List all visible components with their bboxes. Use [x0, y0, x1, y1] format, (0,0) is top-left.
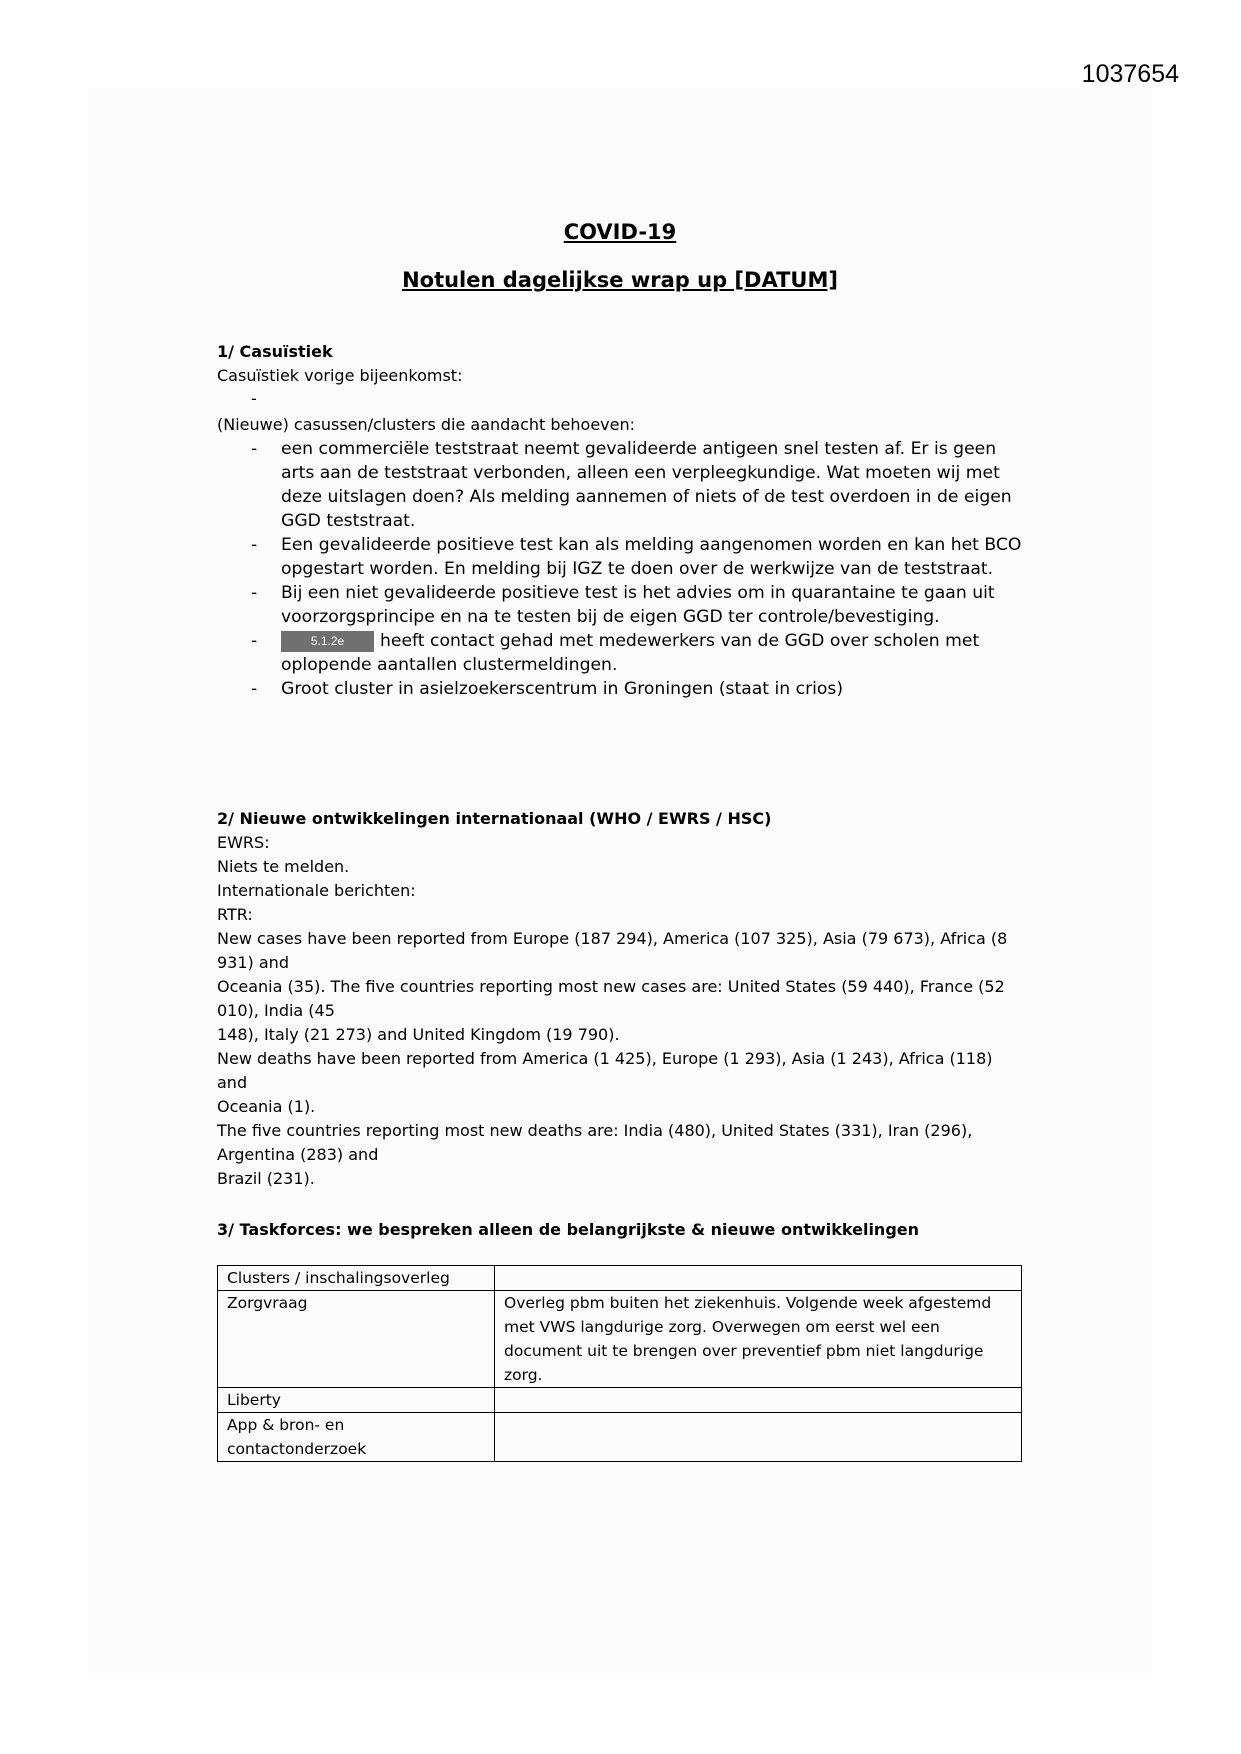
text-line: 931) and [217, 953, 289, 972]
text-line: The five countries reporting most new deaths are: India (480), United States (331), Iran (296), [217, 1121, 973, 1140]
new-cases-label: (Nieuwe) casussen/clusters die aandacht behoeven: [217, 415, 636, 434]
table-cell-label: Zorgvraag [218, 1291, 495, 1388]
case-list [217, 437, 1023, 701]
text-line: Niets te melden. [217, 857, 350, 876]
section-casuistiek [217, 340, 1023, 701]
taskforce-table [217, 1265, 1022, 1462]
list-item [217, 437, 1023, 533]
list-bullet: - [251, 631, 258, 651]
table-row [218, 1413, 1022, 1462]
text-line: Brazil (231). [217, 1169, 315, 1188]
text-line: RTR: [217, 905, 253, 924]
list-item [217, 677, 1023, 701]
list-bullet: - [251, 439, 258, 459]
list-bullet: - [251, 679, 258, 699]
list-item-text: een commerciële teststraat neemt gevalideerde antigeen snel testen af. Er is geen arts aan de teststraat verbonden, alleen een verpleegkundige. Wat moeten wij met deze uitslagen doen? Als melding aannemen of niets of de test overdoen in de eigen GGD teststraat. [281, 439, 1012, 531]
text-line: Internationale berichten: [217, 881, 416, 900]
table-row [218, 1291, 1022, 1388]
list-item-text: Bij een niet gevalideerde positieve test is het advies om in quarantaine te gaan uit voorzorgsprincipe en na te testen bij de eigen GGD ter controle/bevestiging. [281, 583, 995, 627]
table-row [218, 1266, 1022, 1291]
table-cell-label: App & bron- en contactonderzoek [218, 1413, 495, 1462]
section-taskforces [217, 1218, 1023, 1242]
list-bullet: - [251, 583, 258, 603]
previous-meeting-label: Casuïstiek vorige bijeenkomst: [217, 366, 463, 385]
section-heading: 1/ Casuïstiek [217, 342, 333, 361]
list-bullet: - [251, 535, 258, 555]
list-item-text: Een gevalideerde positieve test kan als melding aangenomen worden en kan het BCO opgestart worden. En melding bij IGZ te doen over de werkwijze van de teststraat. [281, 535, 1022, 579]
table-cell-value [495, 1266, 1022, 1291]
table-cell-value [495, 1413, 1022, 1462]
empty-list-item: - [251, 389, 257, 408]
text-line: Oceania (35). The five countries reporting most new cases are: United States (59 440), France (52 [217, 977, 1005, 996]
list-item [217, 533, 1023, 581]
table-cell-value: Overleg pbm buiten het ziekenhuis. Volgende week afgestemd met VWS langdurige zorg. Overwegen om eerst wel een document uit te brengen over preventief pbm niet langdurige zorg. [495, 1291, 1022, 1388]
table-cell-value [495, 1388, 1022, 1413]
list-item [217, 581, 1023, 629]
table-cell-label: Clusters / inschalingsoverleg [218, 1266, 495, 1291]
document-subtitle: Notulen dagelijkse wrap up [DATUM] [402, 268, 838, 292]
text-line: Oceania (1). [217, 1097, 316, 1116]
section-international [217, 807, 1023, 1191]
text-line: EWRS: [217, 833, 270, 852]
text-line: 148), Italy (21 273) and United Kingdom (19 790). [217, 1025, 620, 1044]
text-line: New deaths have been reported from America (1 425), Europe (1 293), Asia (1 243), Africa (118) and [217, 1049, 993, 1092]
document-id: 1037654 [1081, 60, 1179, 88]
list-item [217, 629, 1023, 677]
section-heading: 3/ Taskforces: we bespreken alleen de belangrijkste & nieuwe ontwikkelingen [217, 1220, 920, 1239]
text-line: Argentina (283) and [217, 1145, 379, 1164]
text-line: New cases have been reported from Europe (187 294), America (107 325), Asia (79 673), Africa (8 [217, 929, 1008, 948]
list-item-text: heeft contact gehad met medewerkers van de GGD over scholen met oplopende aantallen clustermeldingen. [281, 631, 980, 675]
document-title: COVID-19 [563, 220, 677, 244]
table-cell-label: Liberty [218, 1388, 495, 1413]
table-row [218, 1388, 1022, 1413]
list-item-text: Groot cluster in asielzoekerscentrum in Groningen (staat in crios) [281, 679, 844, 699]
section-heading: 2/ Nieuwe ontwikkelingen internationaal (WHO / EWRS / HSC) [217, 809, 772, 828]
redaction-box: 5.1.2e [281, 631, 374, 652]
text-line: 010), India (45 [217, 1001, 335, 1020]
